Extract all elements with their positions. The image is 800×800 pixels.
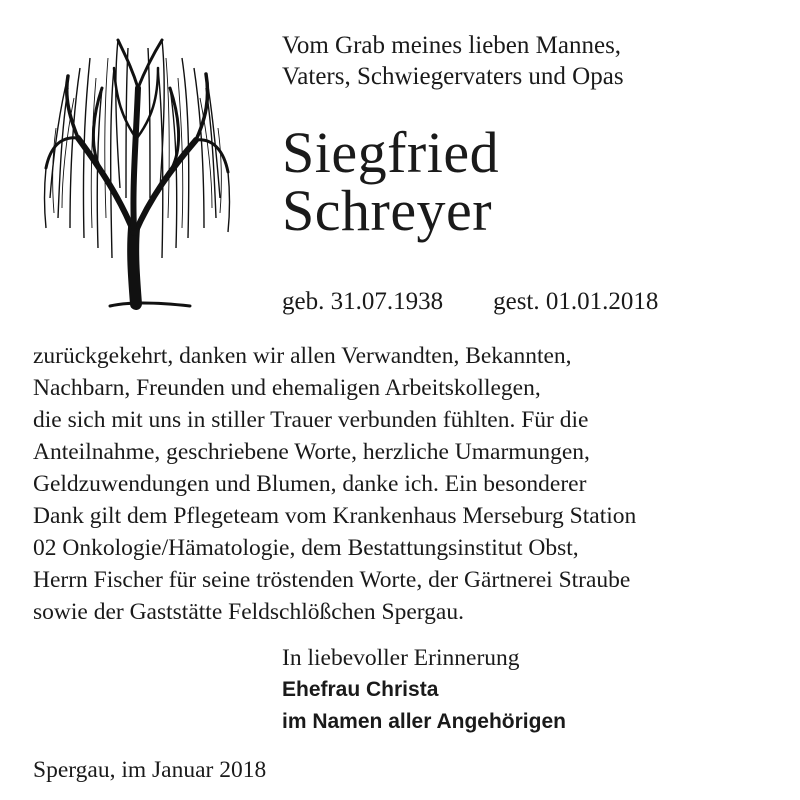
body-line: sowie der Gaststätte Feldschlößchen Spergau. (33, 599, 464, 625)
first-name: Siegfried (282, 120, 500, 185)
life-dates (282, 286, 658, 317)
signature-block (282, 642, 566, 738)
body-line: Herrn Fischer für seine tröstenden Worte, der Gärtnerei Straube (33, 567, 631, 593)
place-date: Spergau, im Januar 2018 (33, 757, 267, 783)
body-line: zurückgekehrt, danken wir allen Verwandten, Bekannten, (33, 343, 572, 369)
body-line: Anteilnahme, geschriebene Worte, herzliche Umarmungen, (33, 439, 590, 465)
intro-line: Vaters, Schwiegervaters und Opas (282, 63, 624, 90)
deceased-name (282, 120, 500, 243)
body-line: die sich mit uns in stiller Trauer verbunden fühlten. Für die (33, 407, 589, 433)
thank-you-text (33, 340, 773, 628)
signature-name: Ehefrau Christa (282, 678, 439, 701)
signature-family: im Namen aller Angehörigen (282, 710, 566, 733)
body-line: Nachbarn, Freunden und ehemaligen Arbeitskollegen, (33, 375, 541, 401)
body-line: 02 Onkologie/Hämatologie, dem Bestattungsinstitut Obst, (33, 535, 579, 561)
birth-date: geb. 31.07.1938 (282, 288, 444, 315)
body-line: Dank gilt dem Pflegeteam vom Krankenhaus Merseburg Station (33, 503, 637, 529)
last-name: Schreyer (282, 178, 493, 243)
death-date: gest. 01.01.2018 (493, 288, 659, 315)
tree-icon (40, 28, 232, 314)
intro-text (282, 30, 624, 92)
signature-greeting: In liebevoller Erinnerung (282, 645, 520, 671)
intro-line: Vom Grab meines lieben Mannes, (282, 32, 622, 59)
body-line: Geldzuwendungen und Blumen, danke ich. Ein besonderer (33, 471, 587, 497)
